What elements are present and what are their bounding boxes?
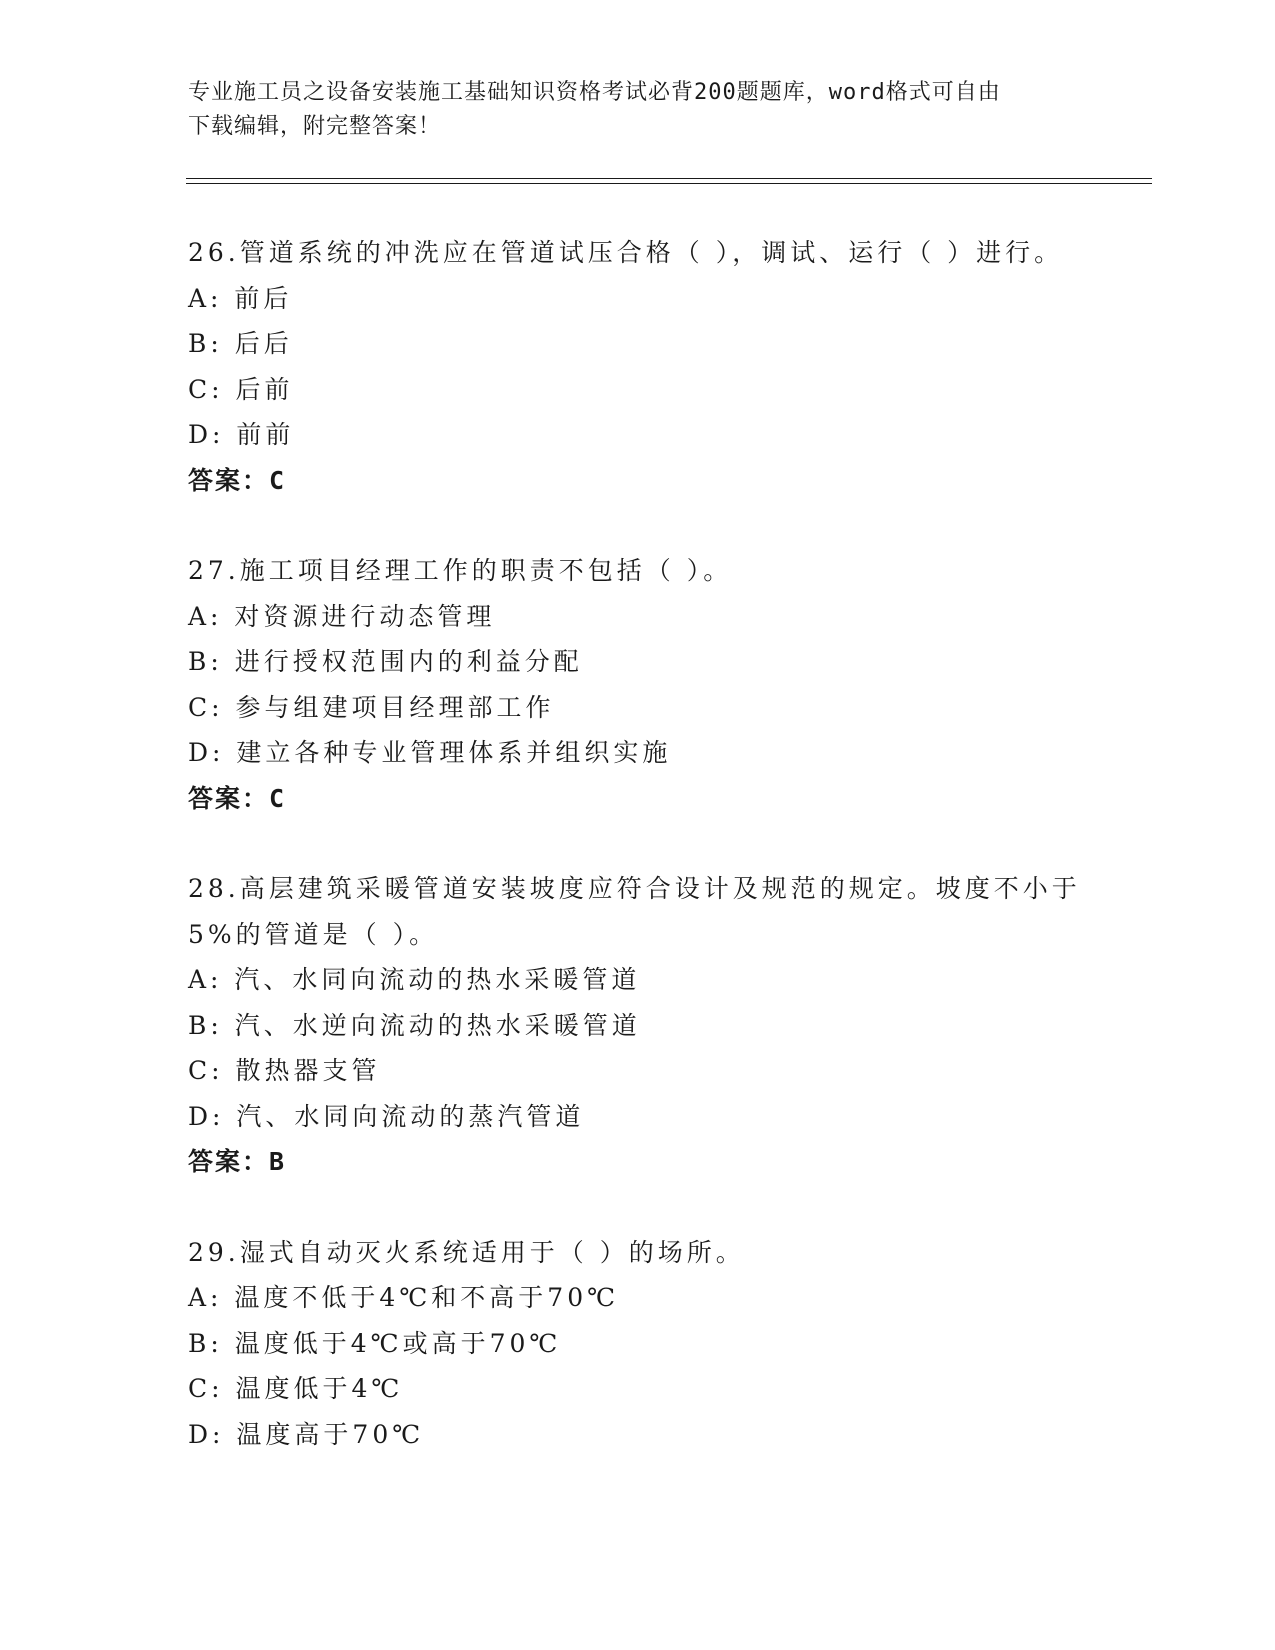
question-28 bbox=[188, 866, 1088, 1185]
option-d: D: 前前 bbox=[188, 420, 295, 449]
question-list bbox=[188, 230, 1088, 1502]
option-d: D: 建立各种专业管理体系并组织实施 bbox=[188, 738, 672, 767]
question-26 bbox=[188, 230, 1088, 503]
header-line-2: 下载编辑，附完整答案！ bbox=[188, 114, 442, 139]
question-27 bbox=[188, 548, 1088, 821]
answer-line: 答案：C bbox=[188, 783, 287, 813]
question-stem-line-1: 28.高层建筑采暖管道安装坡度应符合设计及规范的规定。坡度不小于 bbox=[188, 874, 1081, 903]
question-stem: 26.管道系统的冲洗应在管道试压合格（ ），调试、运行（ ）进行。 bbox=[188, 238, 1064, 267]
header-divider-bottom bbox=[186, 183, 1152, 184]
option-a: A: 汽、水同向流动的热水采暖管道 bbox=[188, 965, 641, 994]
option-c: C: 温度低于4℃ bbox=[188, 1374, 404, 1403]
option-c: C: 后前 bbox=[188, 374, 294, 404]
option-a: A: 对资源进行动态管理 bbox=[188, 601, 496, 631]
option-c: C: 参与组建项目经理部工作 bbox=[188, 692, 555, 722]
question-stem-line-2: 5%的管道是（ ）。 bbox=[188, 919, 439, 949]
header-line-1: 专业施工员之设备安装施工基础知识资格考试必背200题题库，word格式可自由 bbox=[188, 80, 1001, 105]
option-a: A: 前后 bbox=[188, 283, 293, 313]
option-b: B: 进行授权范围内的利益分配 bbox=[188, 647, 583, 676]
header-divider-top bbox=[186, 178, 1152, 179]
answer-line: 答案：C bbox=[188, 465, 287, 495]
option-c: C: 散热器支管 bbox=[188, 1056, 381, 1085]
document-header bbox=[188, 76, 1068, 144]
option-d: D: 汽、水同向流动的蒸汽管道 bbox=[188, 1101, 585, 1131]
option-a: A: 温度不低于4℃和不高于70℃ bbox=[188, 1283, 620, 1312]
option-b: B: 温度低于4℃或高于70℃ bbox=[188, 1328, 562, 1358]
option-b: B: 后后 bbox=[188, 329, 293, 358]
option-d: D: 温度高于70℃ bbox=[188, 1419, 425, 1449]
answer-line: 答案：B bbox=[188, 1147, 287, 1176]
question-stem: 29.湿式自动灭火系统适用于（ ）的场所。 bbox=[188, 1237, 745, 1267]
option-b: B: 汽、水逆向流动的热水采暖管道 bbox=[188, 1010, 641, 1040]
question-stem: 27.施工项目经理工作的职责不包括（ ）。 bbox=[188, 556, 733, 585]
question-29 bbox=[188, 1230, 1088, 1458]
